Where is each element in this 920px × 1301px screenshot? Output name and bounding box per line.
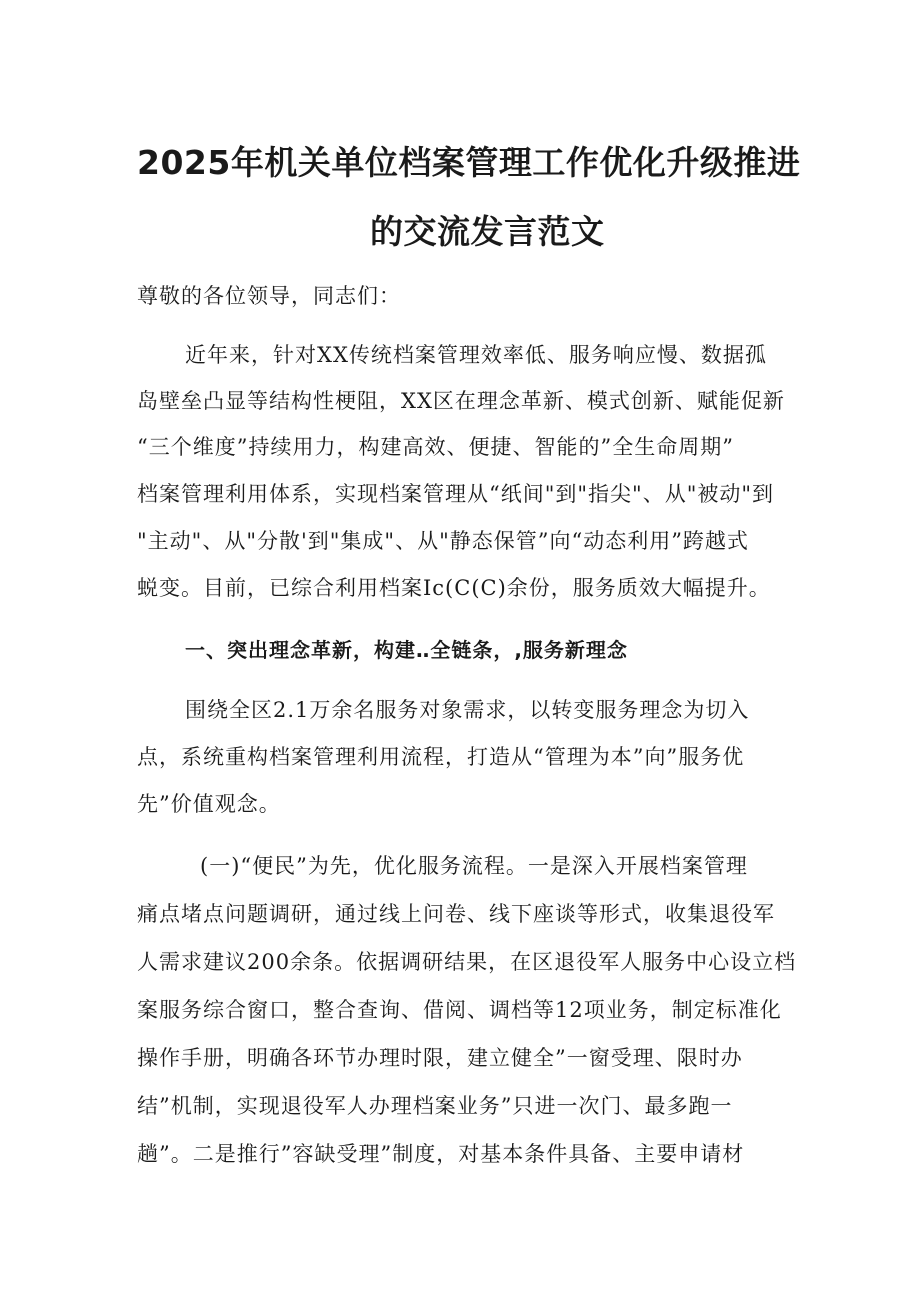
subsection-paragraph-line: 操作手册，明确各环节办理时限，建立健全”一窗受理、限时办 xyxy=(137,1046,743,1070)
intro-line: 档案管理利用体系，实现档案管理从“纸间"到"指尖"、从"被动"到 xyxy=(137,482,775,506)
subsection-paragraph-line: 人需求建议200余条。依据调研结果，在区退役军人服务中心设立档 xyxy=(137,950,797,974)
section-paragraph-line: 围绕全区2.1万余名服务对象需求，以转变服务理念为切入 xyxy=(185,698,750,722)
document-title-line-1: 2025年机关单位档案管理工作优化升级推进 xyxy=(137,143,801,182)
section-paragraph-line: 点，系统重构档案管理利用流程，打造从“管理为本”向”服务优 xyxy=(137,745,745,769)
intro-line: 蜕变。目前，已综合利用档案Ic(C(C)余份，服务质效大幅提升。 xyxy=(137,576,771,600)
intro-line: 近年来，针对XX传统档案管理效率低、服务响应慢、数据孤 xyxy=(185,343,767,367)
salutation: 尊敬的各位领导，同志们： xyxy=(137,284,401,308)
subsection-paragraph-line: 痛点堵点问题调研，通过线上问卷、线下座谈等形式，收集退役军 xyxy=(137,902,775,926)
intro-line: “三个维度”持续用力，构建高效、便捷、智能的”全生命周期” xyxy=(137,435,734,459)
section-heading: 一、突出理念革新，构建‥全链条，,服务新理念 xyxy=(185,638,628,662)
subsection-paragraph-line: 结”机制，实现退役军人办理档案业务”只进一次门、最多跑一 xyxy=(137,1094,733,1118)
subsection-paragraph-line: (一)“便民”为先，优化服务流程。一是深入开展档案管理 xyxy=(200,854,748,878)
section-paragraph-line: 先”价值观念。 xyxy=(137,792,281,816)
subsection-paragraph-line: 趟”。二是推行”容缺受理”制度，对基本条件具备、主要申请材 xyxy=(137,1142,745,1166)
subsection-paragraph-line: 案服务综合窗口，整合查询、借阅、调档等12项业务，制定标准化 xyxy=(137,998,782,1022)
document-title-line-2: 的交流发言范文 xyxy=(370,212,605,251)
intro-line: 岛壁垒凸显等结构性梗阻，XX区在理念革新、模式创新、赋能促新 xyxy=(137,389,785,413)
intro-line: "主动"、从"分散'到"集成"、从"静态保管”向“动态利用”跨越式 xyxy=(137,529,749,553)
